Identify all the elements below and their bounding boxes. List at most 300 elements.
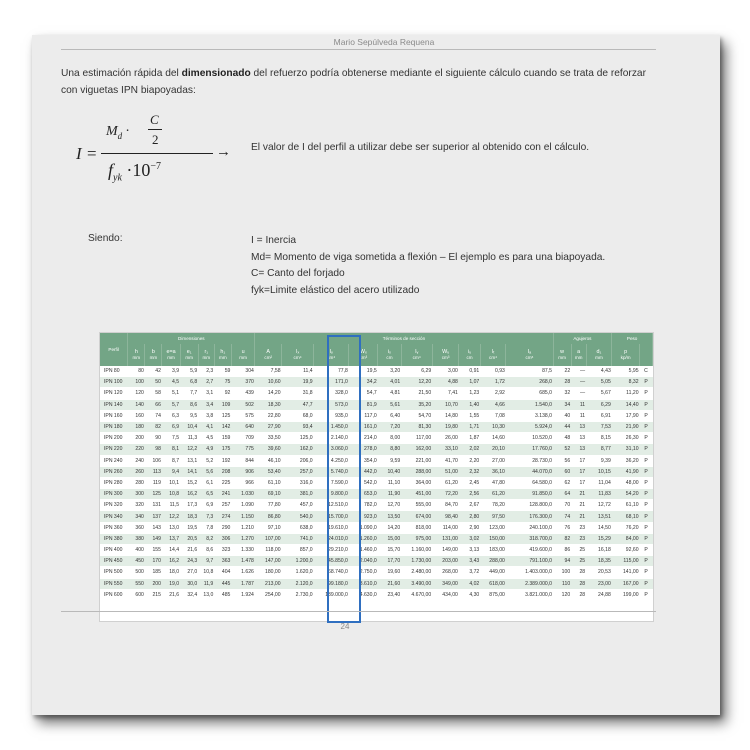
table-cell: 1.030 bbox=[231, 489, 255, 500]
table-cell: 23 bbox=[571, 533, 586, 544]
table-cell: 18,3 bbox=[180, 511, 198, 522]
table-cell: P bbox=[640, 522, 653, 533]
table-cell: 3,72 bbox=[459, 567, 480, 578]
table-cell: 5,2 bbox=[198, 455, 214, 466]
table-cell: 2,3 bbox=[198, 366, 214, 377]
table-cell: 199,00 bbox=[612, 589, 640, 600]
table-row bbox=[100, 433, 653, 444]
table-cell: 208 bbox=[214, 466, 231, 477]
table-cell: 106 bbox=[145, 455, 162, 466]
table-cell: 2,32 bbox=[459, 466, 480, 477]
table-cell: 2.730,0 bbox=[282, 589, 314, 600]
table-cell: 53,40 bbox=[255, 466, 282, 477]
table-cell: P bbox=[640, 578, 653, 589]
table-cell: 12,72 bbox=[586, 500, 612, 511]
table-cell: 167,00 bbox=[612, 578, 640, 589]
table-cell: 180 bbox=[128, 421, 145, 432]
table-cell: 82 bbox=[553, 533, 571, 544]
table-cell: 3,8 bbox=[198, 410, 214, 421]
table-cell: 3,4 bbox=[198, 399, 214, 410]
table-cell: 2.750,0 bbox=[349, 567, 378, 578]
table-cell: P bbox=[640, 421, 653, 432]
table-cell: 14,20 bbox=[255, 388, 282, 399]
table-cell: 5,67 bbox=[586, 388, 612, 399]
table-cell: 1.090,0 bbox=[349, 522, 378, 533]
table-cell: 123,00 bbox=[480, 522, 506, 533]
table-cell: 21,50 bbox=[401, 388, 432, 399]
table-cell: 76,20 bbox=[612, 522, 640, 533]
profile-name-cell: IPN 100 bbox=[100, 377, 128, 388]
table-cell: 5,7 bbox=[162, 399, 180, 410]
table-cell: 21 bbox=[571, 500, 586, 511]
table-cell: 775 bbox=[231, 444, 255, 455]
table-cell: 221,00 bbox=[401, 455, 432, 466]
table-cell: 33,50 bbox=[255, 433, 282, 444]
table-cell: — bbox=[571, 377, 586, 388]
column-header: b mm bbox=[145, 344, 162, 366]
table-cell: 128.800,0 bbox=[506, 500, 553, 511]
table-cell: 2,92 bbox=[480, 388, 506, 399]
table-row bbox=[100, 421, 653, 432]
table-cell: 17 bbox=[571, 466, 586, 477]
table-cell: 0,91 bbox=[459, 366, 480, 377]
table-cell: 147,00 bbox=[255, 556, 282, 567]
table-cell: 60 bbox=[553, 466, 571, 477]
column-header: iᵧ cm bbox=[459, 344, 480, 366]
table-cell: 6,3 bbox=[162, 410, 180, 421]
table-cell: 92 bbox=[214, 388, 231, 399]
table-cell: 7,58 bbox=[255, 366, 282, 377]
table-cell: 13,0 bbox=[162, 522, 180, 533]
table-cell: 176.300,0 bbox=[506, 511, 553, 522]
table-row bbox=[100, 377, 653, 388]
table-cell: 1.210 bbox=[231, 522, 255, 533]
table-cell: P bbox=[640, 589, 653, 600]
table-cell: 241 bbox=[214, 489, 231, 500]
inertia-formula bbox=[76, 112, 231, 202]
table-row bbox=[100, 578, 653, 589]
table-cell: 638,0 bbox=[282, 522, 314, 533]
table-cell: 1.730,00 bbox=[401, 556, 432, 567]
table-cell: 200 bbox=[128, 433, 145, 444]
table-cell: 185 bbox=[145, 567, 162, 578]
table-cell: 12,2 bbox=[162, 511, 180, 522]
table-row bbox=[100, 410, 653, 421]
table-cell: 100 bbox=[128, 377, 145, 388]
table-cell: P bbox=[640, 377, 653, 388]
table-cell: 25 bbox=[571, 545, 586, 556]
table-cell: 2,02 bbox=[459, 444, 480, 455]
table-cell: 68,10 bbox=[612, 511, 640, 522]
table-cell: 117,00 bbox=[401, 433, 432, 444]
table-cell: 4,88 bbox=[432, 377, 459, 388]
table-cell: 257,0 bbox=[282, 466, 314, 477]
table-cell: 26,00 bbox=[432, 433, 459, 444]
table-cell: 77,8 bbox=[314, 366, 349, 377]
table-cell: 21 bbox=[571, 511, 586, 522]
formula-inner-bar bbox=[148, 129, 162, 130]
table-cell: 3.138,0 bbox=[506, 410, 553, 421]
profile-name-cell: IPN 220 bbox=[100, 444, 128, 455]
table-cell: 1,40 bbox=[459, 399, 480, 410]
table-cell: 2,56 bbox=[459, 489, 480, 500]
table-cell: 404 bbox=[214, 567, 231, 578]
table-cell: 84,00 bbox=[612, 533, 640, 544]
table-cell: 2.480,00 bbox=[401, 567, 432, 578]
table-cell: 7,20 bbox=[378, 421, 402, 432]
formula-denominator: $f_{yk} \cdot 10^{-7}$ bbox=[108, 160, 162, 184]
table-cell: 442,0 bbox=[349, 466, 378, 477]
table-cell: 323 bbox=[214, 545, 231, 556]
table-cell: 61,10 bbox=[612, 500, 640, 511]
table-cell: 91.850,0 bbox=[506, 489, 553, 500]
table-row bbox=[100, 533, 653, 544]
profile-name-cell: IPN 360 bbox=[100, 522, 128, 533]
column-header: r₁ mm bbox=[198, 344, 214, 366]
table-cell: 137 bbox=[145, 511, 162, 522]
table-cell: 975,00 bbox=[401, 533, 432, 544]
table-cell: 20,53 bbox=[586, 567, 612, 578]
table-cell: 213,00 bbox=[255, 578, 282, 589]
table-cell: 24,3 bbox=[180, 556, 198, 567]
running-header: Mario Sepúlveda Requena bbox=[333, 37, 435, 47]
table-cell: 31,8 bbox=[282, 388, 314, 399]
table-cell: 288,00 bbox=[401, 466, 432, 477]
table-cell: 2.140,0 bbox=[314, 433, 349, 444]
table-cell: 875,00 bbox=[480, 589, 506, 600]
table-cell: 32,4 bbox=[180, 589, 198, 600]
header-rule bbox=[61, 49, 656, 50]
table-cell: 120 bbox=[128, 388, 145, 399]
table-cell: 280 bbox=[128, 477, 145, 488]
table-cell: 149,00 bbox=[432, 545, 459, 556]
profile-name-cell: IPN 140 bbox=[100, 399, 128, 410]
table-cell: 22,80 bbox=[255, 410, 282, 421]
table-cell: 31,10 bbox=[612, 444, 640, 455]
table-cell: 240 bbox=[128, 455, 145, 466]
table-cell: 215 bbox=[145, 589, 162, 600]
table-cell: 2.120,0 bbox=[282, 578, 314, 589]
table-cell: 13,0 bbox=[198, 589, 214, 600]
column-header: a mm bbox=[571, 344, 586, 366]
table-cell: 149 bbox=[145, 533, 162, 544]
table-cell: 4.670,00 bbox=[401, 589, 432, 600]
table-cell: 140 bbox=[128, 399, 145, 410]
table-cell: 3.060,0 bbox=[314, 444, 349, 455]
table-cell: 434,00 bbox=[432, 589, 459, 600]
column-header: w mm bbox=[553, 344, 571, 366]
table-cell: 11,9 bbox=[198, 578, 214, 589]
table-cell: 36,10 bbox=[480, 466, 506, 477]
table-cell: 8,6 bbox=[198, 545, 214, 556]
table-cell: 1.620,0 bbox=[282, 567, 314, 578]
table-cell: 1.403.000,0 bbox=[506, 567, 553, 578]
table-cell: 14,1 bbox=[180, 466, 198, 477]
table-cell: 28.730,0 bbox=[506, 455, 553, 466]
table-cell: 19,80 bbox=[432, 421, 459, 432]
column-header: Iᵧ cm⁴ bbox=[314, 344, 349, 366]
column-header: iₓ cm bbox=[378, 344, 402, 366]
table-cell: 142 bbox=[214, 421, 231, 432]
definition-item: I = Inercia bbox=[251, 235, 297, 246]
table-cell: 1.260,0 bbox=[349, 533, 378, 544]
table-cell: 203,00 bbox=[432, 556, 459, 567]
table-cell: 98,40 bbox=[432, 511, 459, 522]
table-cell: 2.389.000,0 bbox=[506, 578, 553, 589]
table-cell: 86 bbox=[553, 545, 571, 556]
table-cell: 306 bbox=[214, 533, 231, 544]
table-cell: 13,7 bbox=[162, 533, 180, 544]
table-cell: 131,00 bbox=[432, 533, 459, 544]
table-cell: 15,70 bbox=[378, 545, 402, 556]
table-cell: 1,23 bbox=[459, 388, 480, 399]
table-cell: P bbox=[640, 533, 653, 544]
table-cell: 485 bbox=[214, 589, 231, 600]
table-cell: 27,00 bbox=[480, 455, 506, 466]
table-cell: — bbox=[571, 388, 586, 399]
table-cell: 34 bbox=[553, 399, 571, 410]
column-header: Wₓ cm³ bbox=[349, 344, 378, 366]
table-cell: 4,9 bbox=[198, 444, 214, 455]
table-cell: P bbox=[640, 545, 653, 556]
table-cell: 93,4 bbox=[282, 421, 314, 432]
column-header: p kp/m bbox=[612, 344, 640, 366]
table-cell: 3,43 bbox=[459, 556, 480, 567]
table-cell: P bbox=[640, 444, 653, 455]
table-cell: 21 bbox=[571, 489, 586, 500]
table-cell: 600 bbox=[128, 589, 145, 600]
table-row bbox=[100, 444, 653, 455]
table-cell: 41,90 bbox=[612, 466, 640, 477]
table-cell: 11,3 bbox=[180, 433, 198, 444]
table-cell: 80 bbox=[128, 366, 145, 377]
table-cell: 39,60 bbox=[255, 444, 282, 455]
table-cell: 75 bbox=[214, 377, 231, 388]
table-cell: 10,40 bbox=[378, 466, 402, 477]
table-cell: 15,29 bbox=[586, 533, 612, 544]
table-cell: 155 bbox=[145, 545, 162, 556]
table-cell: 8,80 bbox=[378, 444, 402, 455]
table-cell: 7,5 bbox=[162, 433, 180, 444]
table-row bbox=[100, 489, 653, 500]
table-cell: 9,7 bbox=[198, 556, 214, 567]
table-cell: 15.700,0 bbox=[314, 511, 349, 522]
table-row bbox=[100, 388, 653, 399]
table-cell: 200 bbox=[145, 578, 162, 589]
table-cell: 90 bbox=[145, 433, 162, 444]
table-cell: 5,61 bbox=[378, 399, 402, 410]
table-cell: 17 bbox=[571, 477, 586, 488]
table-cell: 12.510,0 bbox=[314, 500, 349, 511]
table-cell: 0,93 bbox=[480, 366, 506, 377]
table-cell: P bbox=[640, 455, 653, 466]
table-cell: 685,0 bbox=[506, 388, 553, 399]
table-cell: 81,9 bbox=[349, 399, 378, 410]
table-cell: 47,7 bbox=[282, 399, 314, 410]
table-cell: 354,0 bbox=[349, 455, 378, 466]
table-cell: 171,0 bbox=[314, 377, 349, 388]
table-cell: 35,20 bbox=[401, 399, 432, 410]
table-cell: 58 bbox=[145, 388, 162, 399]
table-cell: P bbox=[640, 489, 653, 500]
table-cell: 6,5 bbox=[198, 489, 214, 500]
table-cell: 28 bbox=[571, 578, 586, 589]
definitions-list bbox=[251, 233, 605, 299]
table-cell: 70 bbox=[553, 500, 571, 511]
table-cell: 1,87 bbox=[459, 433, 480, 444]
table-cell: 109 bbox=[214, 399, 231, 410]
table-cell: 1.150 bbox=[231, 511, 255, 522]
table-cell: 62 bbox=[553, 477, 571, 488]
table-cell: 33,10 bbox=[432, 444, 459, 455]
table-row bbox=[100, 466, 653, 477]
table-cell: 21,6 bbox=[162, 589, 180, 600]
table-cell: 906 bbox=[231, 466, 255, 477]
header-peso: Peso bbox=[612, 333, 653, 344]
intro-text-before: Una estimación rápida del bbox=[61, 68, 182, 79]
column-header: Iₓ cm⁴ bbox=[282, 344, 314, 366]
table-cell: 18,30 bbox=[255, 399, 282, 410]
table-cell: 316,0 bbox=[282, 477, 314, 488]
table-cell: 8,1 bbox=[162, 444, 180, 455]
table-cell: 2,7 bbox=[198, 377, 214, 388]
table-cell: 11,4 bbox=[282, 366, 314, 377]
table-cell: 290 bbox=[214, 522, 231, 533]
table-cell: 13 bbox=[571, 444, 586, 455]
table-cell: 12,2 bbox=[180, 444, 198, 455]
table-row bbox=[100, 556, 653, 567]
table-cell: 349,00 bbox=[432, 578, 459, 589]
table-cell: 12,20 bbox=[401, 377, 432, 388]
table-cell: 46,10 bbox=[255, 455, 282, 466]
table-cell: 45.850,0 bbox=[314, 556, 349, 567]
profile-name-cell: IPN 80 bbox=[100, 366, 128, 377]
table-cell: 14,4 bbox=[162, 545, 180, 556]
table-cell: 857,0 bbox=[282, 545, 314, 556]
table-cell: 141,00 bbox=[612, 567, 640, 578]
table-cell: 125 bbox=[214, 410, 231, 421]
table-cell: 14,40 bbox=[612, 399, 640, 410]
formula-bar bbox=[101, 153, 213, 154]
table-cell: 19,5 bbox=[180, 522, 198, 533]
table-cell: 18,35 bbox=[586, 556, 612, 567]
table-cell: 114,00 bbox=[432, 522, 459, 533]
table-cell: 966 bbox=[231, 477, 255, 488]
table-cell: 64.580,0 bbox=[506, 477, 553, 488]
table-cell: 23,40 bbox=[378, 589, 402, 600]
table-cell: 2,20 bbox=[459, 455, 480, 466]
table-cell: 254,00 bbox=[255, 589, 282, 600]
table-cell: 26,30 bbox=[612, 433, 640, 444]
table-cell: 50 bbox=[145, 377, 162, 388]
table-cell: 1,55 bbox=[459, 410, 480, 421]
table-cell: 2,67 bbox=[459, 500, 480, 511]
profile-name-cell: IPN 600 bbox=[100, 589, 128, 600]
table-cell: 6,40 bbox=[378, 410, 402, 421]
table-cell: 5,05 bbox=[586, 377, 612, 388]
table-cell: 4,5 bbox=[162, 377, 180, 388]
table-cell: 92,60 bbox=[612, 545, 640, 556]
table-cell: 51,00 bbox=[432, 466, 459, 477]
table-cell: 457,0 bbox=[282, 500, 314, 511]
table-cell: 87,5 bbox=[506, 366, 553, 377]
table-cell: 4,66 bbox=[480, 399, 506, 410]
table-cell: 13,1 bbox=[180, 455, 198, 466]
table-cell: 500 bbox=[128, 567, 145, 578]
table-cell: 450 bbox=[128, 556, 145, 567]
table-cell: 19,60 bbox=[378, 567, 402, 578]
table-cell: 21,6 bbox=[180, 545, 198, 556]
table-row bbox=[100, 455, 653, 466]
table-cell: 162,0 bbox=[282, 444, 314, 455]
table-cell: 7,53 bbox=[586, 421, 612, 432]
table-cell: 1.540,0 bbox=[506, 399, 553, 410]
table-row bbox=[100, 366, 653, 377]
profile-name-cell: IPN 160 bbox=[100, 410, 128, 421]
profile-name-cell: IPN 300 bbox=[100, 489, 128, 500]
table-cell: 6,91 bbox=[586, 410, 612, 421]
table-cell: 4,30 bbox=[459, 589, 480, 600]
header-terminos: Términos de sección bbox=[255, 333, 553, 344]
table-cell: 118,00 bbox=[255, 545, 282, 556]
table-cell: 18,0 bbox=[162, 567, 180, 578]
table-cell: 68,0 bbox=[282, 410, 314, 421]
table-cell: 8,32 bbox=[612, 377, 640, 388]
table-cell: 1.460,0 bbox=[349, 545, 378, 556]
table-cell: P bbox=[640, 466, 653, 477]
table-cell: 340 bbox=[128, 511, 145, 522]
table-cell: 7,3 bbox=[198, 511, 214, 522]
table-cell: P bbox=[640, 388, 653, 399]
table-cell: 1,72 bbox=[480, 377, 506, 388]
page-number: 24 bbox=[340, 622, 350, 631]
table-cell: 17,70 bbox=[378, 556, 402, 567]
table-cell: 25 bbox=[571, 556, 586, 567]
table-row bbox=[100, 500, 653, 511]
table-cell: 1.626 bbox=[231, 567, 255, 578]
column-header: h₁ mm bbox=[214, 344, 231, 366]
table-cell: 41,70 bbox=[432, 455, 459, 466]
table-cell: 61,20 bbox=[432, 477, 459, 488]
table-cell: 16,2 bbox=[180, 489, 198, 500]
table-cell: 13,51 bbox=[586, 511, 612, 522]
table-cell: 618,00 bbox=[480, 578, 506, 589]
table-cell: 782,0 bbox=[349, 500, 378, 511]
table-cell: 19,9 bbox=[282, 377, 314, 388]
profile-name-cell: IPN 260 bbox=[100, 466, 128, 477]
table-cell: 363 bbox=[214, 556, 231, 567]
table-cell: 10.520,0 bbox=[506, 433, 553, 444]
table-cell: 4,02 bbox=[459, 578, 480, 589]
table-cell: 555,00 bbox=[401, 500, 432, 511]
profile-name-cell: IPN 180 bbox=[100, 421, 128, 432]
table-cell: 48 bbox=[553, 433, 571, 444]
table-cell: 935,0 bbox=[314, 410, 349, 421]
intro-paragraph bbox=[61, 65, 661, 99]
table-cell: 113 bbox=[145, 466, 162, 477]
header-perfil: Perfil bbox=[100, 333, 128, 366]
table-cell: P bbox=[640, 477, 653, 488]
table-cell: 21,60 bbox=[378, 578, 402, 589]
table-cell: 19,0 bbox=[162, 578, 180, 589]
table-cell: 7,8 bbox=[198, 522, 214, 533]
table-cell: 206,0 bbox=[282, 455, 314, 466]
table-cell: 8,6 bbox=[180, 399, 198, 410]
table-cell: 59 bbox=[214, 366, 231, 377]
table-cell: 573,0 bbox=[314, 399, 349, 410]
table-cell: 709 bbox=[231, 433, 255, 444]
table-cell: 8,00 bbox=[378, 433, 402, 444]
